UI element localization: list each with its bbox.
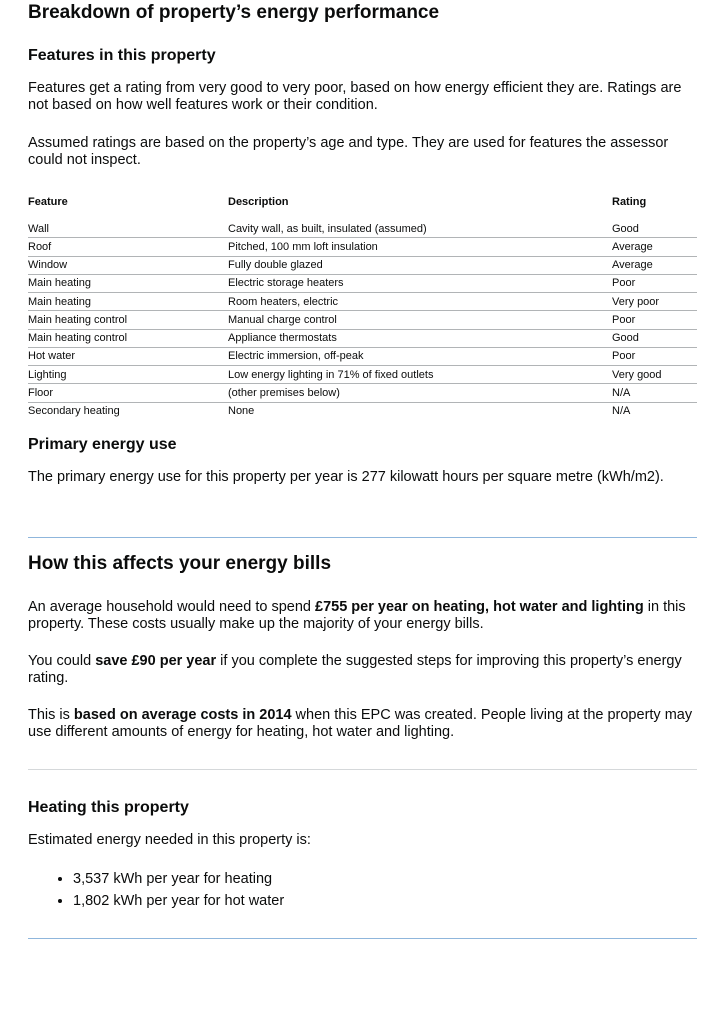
- rating-cell: Poor: [612, 311, 697, 329]
- feature-cell: Hot water: [28, 347, 228, 365]
- rating-cell: Average: [612, 238, 697, 256]
- table-row: [28, 366, 697, 384]
- section-divider: [28, 938, 697, 939]
- table-row: [28, 238, 697, 256]
- feature-cell: Floor: [28, 384, 228, 402]
- table-row: [28, 384, 697, 402]
- feature-cell: Main heating control: [28, 329, 228, 347]
- rating-cell: Very good: [612, 366, 697, 384]
- table-row: [28, 274, 697, 292]
- feature-cell: Secondary heating: [28, 405, 120, 418]
- feature-cell: Wall: [28, 220, 228, 238]
- description-cell: Manual charge control: [228, 311, 612, 329]
- savings-amount: save £90 per year: [95, 653, 217, 669]
- bills-heading: How this affects your energy bills: [28, 553, 332, 574]
- section-divider: [28, 769, 697, 770]
- features-table: [28, 194, 697, 420]
- features-intro: Features get a rating from very good to very poor, based on how energy efficient they are. Ratings are not based on how well features work or their condition.: [28, 80, 682, 113]
- description-cell: Fully double glazed: [228, 256, 612, 274]
- cost-basis-year: based on average costs in 2014: [73, 707, 292, 723]
- energy-needed-list: [46, 868, 284, 912]
- feature-cell: Main heating: [28, 274, 228, 292]
- table-row: [28, 220, 697, 238]
- description-cell: None: [228, 405, 255, 418]
- rating-cell: N/A: [612, 405, 631, 418]
- description-cell: (other premises below): [228, 384, 612, 402]
- heating-intro: Estimated energy needed in this property is:: [28, 832, 311, 848]
- description-cell: Cavity wall, as built, insulated (assumed): [228, 220, 612, 238]
- bills-cost-basis: This is based on average costs in 2014 when this EPC was created. People living at the property may use different amounts of energy for heating, hot water and lighting.: [28, 707, 693, 740]
- table-row: [28, 329, 697, 347]
- features-heading: Features in this property: [28, 47, 216, 64]
- list-item: • 1,802 kWh per year for hot water: [73, 890, 284, 912]
- average-cost-amount: £755 per year on heating, hot water and lighting: [315, 599, 644, 615]
- feature-cell: Main heating: [28, 293, 228, 311]
- rating-cell: Good: [612, 329, 697, 347]
- column-header-feature: Feature: [28, 196, 68, 208]
- rating-cell: N/A: [612, 384, 697, 402]
- primary-energy-text: The primary energy use for this property per year is 277 kilowatt hours per square metre (kWh/m2).: [28, 469, 664, 485]
- rating-cell: Poor: [612, 274, 697, 292]
- table-row: [28, 256, 697, 274]
- description-cell: Electric immersion, off-peak: [228, 347, 612, 365]
- column-header-rating: Rating: [612, 196, 647, 208]
- assumed-ratings-note: Assumed ratings are based on the property’s age and type. They are used for features the assessor could not inspect.: [28, 135, 669, 168]
- rating-cell: Very poor: [612, 293, 697, 311]
- feature-cell: Lighting: [28, 366, 228, 384]
- feature-cell: Roof: [28, 238, 228, 256]
- rating-cell: Good: [612, 220, 697, 238]
- description-cell: Low energy lighting in 71% of fixed outlets: [228, 366, 612, 384]
- table-row: [28, 311, 697, 329]
- bills-savings: You could save £90 per year if you complete the suggested steps for improving this property’s energy rating.: [28, 653, 682, 686]
- rating-cell: Poor: [612, 347, 697, 365]
- bills-average-cost: An average household would need to spend £755 per year on heating, hot water and lighting in this property. These costs usually make up the majority of your energy bills.: [28, 599, 686, 632]
- table-row: [28, 402, 697, 420]
- feature-cell: Window: [28, 256, 228, 274]
- table-header-row: [28, 194, 697, 220]
- table-row: [28, 347, 697, 365]
- features-table-body: [28, 220, 697, 420]
- description-cell: Pitched, 100 mm loft insulation: [228, 238, 612, 256]
- description-cell: Electric storage heaters: [228, 274, 612, 292]
- section-divider: [28, 537, 697, 538]
- heating-heading: Heating this property: [28, 799, 189, 816]
- breakdown-title: Breakdown of property’s energy performance: [28, 2, 440, 23]
- column-header-description: Description: [228, 196, 289, 208]
- list-item: • 3,537 kWh per year for heating: [73, 868, 284, 890]
- primary-energy-heading: Primary energy use: [28, 436, 177, 453]
- description-cell: Room heaters, electric: [228, 293, 612, 311]
- feature-cell: Main heating control: [28, 311, 228, 329]
- rating-cell: Average: [612, 256, 697, 274]
- description-cell: Appliance thermostats: [228, 329, 612, 347]
- table-row: [28, 293, 697, 311]
